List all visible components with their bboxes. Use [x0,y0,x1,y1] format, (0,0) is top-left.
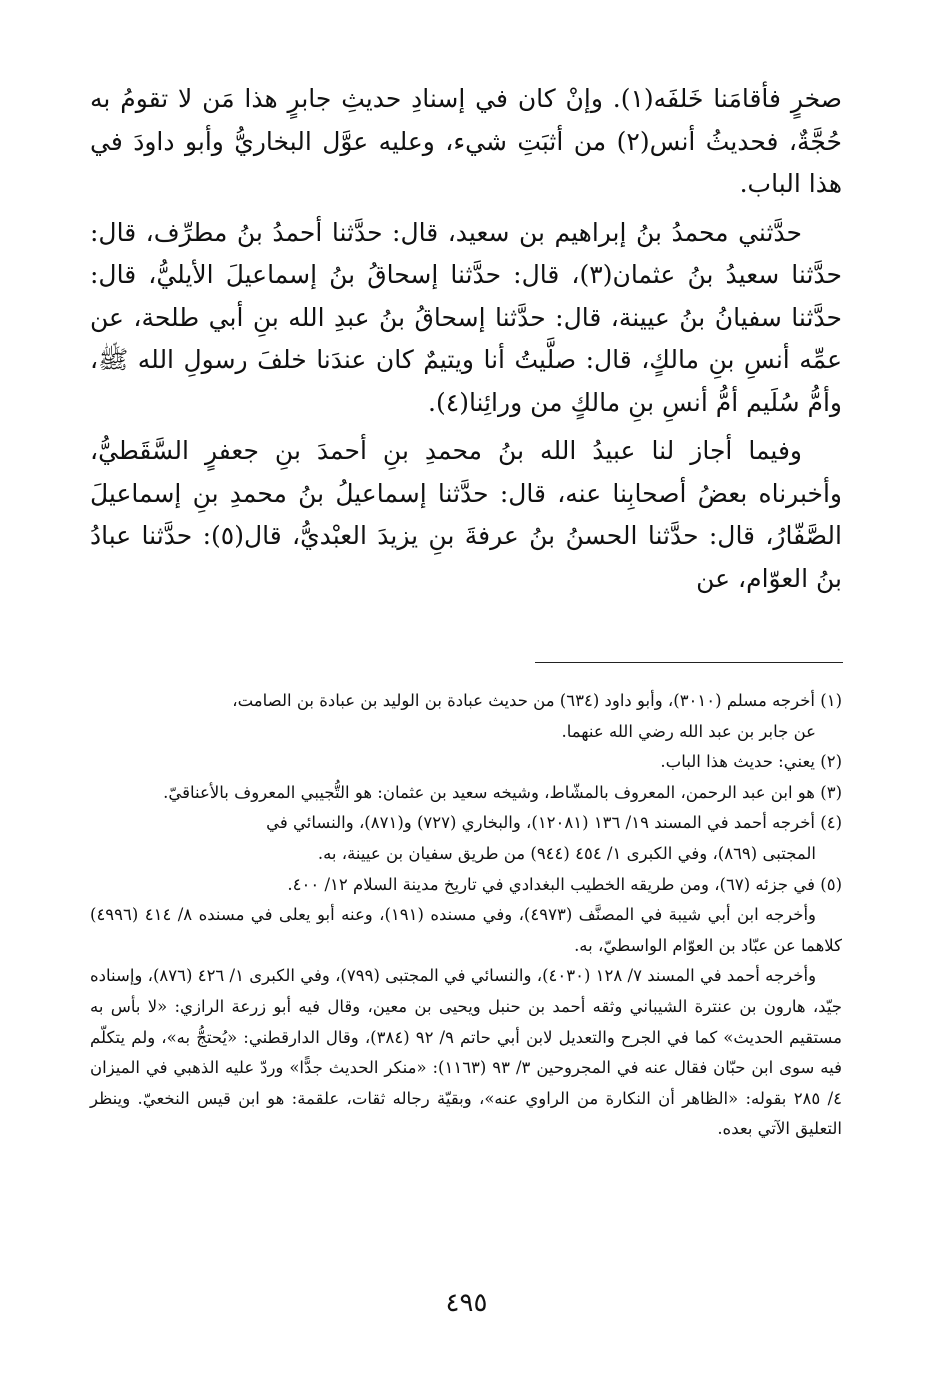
page-number: ٤٩٥ [445,1288,488,1318]
footnote-3: (٣) هو ابن عبد الرحمن، المعروف بالمشّاط، وشيخه سعيد بن عثمان: هو التُّجيبي المعروف بالأعناقيّ. [163,782,842,802]
footnote-5: (٥) في جزئه (٦٧)، ومن طريقه الخطيب البغدادي في تاريخ مدينة السلام ١٢/ ٤٠٠. [287,874,842,894]
footnote-4: (٤) أخرجه أحمد في المسند ١٩/ ١٣٦ (١٢٠٨١)، والبخاري (٧٢٧) و(٨٧١)، والنسائي في [266,813,842,833]
footnote-2: (٢) يعني: حديث هذا الباب. [660,752,842,772]
footnotes [90,686,842,1145]
paragraph-1: صخرٍ فأقامَنا خَلفَه(١). وإنْ كان في إسنادِ حديثِ جابرٍ هذا مَن لا تقومُ به حُجَّةٌ، فحديثُ أنس(٢) من أثبَتِ شيء، وعليه عوَّل البخاريُّ وأبو داودَ في هذا الباب. [90,84,843,198]
footnote-4-continued: المجتبى (٨٦٩)، وفي الكبرى ١/ ٤٥٤ (٩٤٤) من طريق سفيان بن عيينة، به. [317,843,816,863]
main-text [90,78,842,606]
paragraph-2: حدَّثني محمدُ بنُ إبراهيم بن سعيد، قال: حدَّثنا أحمدُ بنُ مطرِّف، قال: حدَّثنا سعيدُ بنُ عثمان(٣)، قال: حدَّثنا إسحاقُ بنُ إسماعيلَ الأيليُّ، قال: حدَّثنا سفيانُ بنُ عيينة، قال: حدَّثنا إسحاقُ بنُ عبدِ الله بنِ أبي طلحة، عن عمِّه أنسِ بنِ مالكٍ، قال: صلَّيتُ أنا ويتيمٌ كان عندَنا خلفَ رسولِ الله ﷺ، وأمُّ سُلَيم أمُّ أنسِ بنِ مالكٍ من ورائِنا(٤). [90,217,843,417]
footnote-1: (١) أخرجه مسلم (٣٠١٠)، وأبو داود (٦٣٤) من حديث عبادة بن الوليد بن عبادة بن الصامت، [232,691,842,710]
footnote-5-paragraph-2: وأخرجه ابن أبي شيبة في المصنَّف (٤٩٧٣)، وفي مسنده (١٩١)، وعنه أبو يعلى في مسنده ٨/ ٤١٤ (٤٩٩٦) كلاهما عن عبّاد بن العوّام الواسطيّ، به. [90,905,842,955]
footnote-divider [535,662,843,663]
paragraph-3: وفيما أجاز لنا عبيدُ الله بنُ محمدِ بنِ أحمدَ بنِ جعفرٍ السَّقَطيُّ، وأخبرناه بعضُ أصحابِنا عنه، قال: حدَّثنا إسماعيلُ بنُ محمدِ بنِ إسماعيلَ الصَّفّارُ، قال: حدَّثنا الحسنُ بنُ عرفةَ بنِ يزيدَ العبْديُّ، قال(٥): حدَّثنا عبادُ بنُ العوّام، عن [90,436,842,593]
footnote-5-paragraph-3: وأخرجه أحمد في المسند ٧/ ١٢٨ (٤٠٣٠)، والنسائي في المجتبى (٧٩٩)، وفي الكبرى ١/ ٤٢٦ (٨٧٦)، وإسناده جيّد، هارون بن عنترة الشيباني وثقه أحمد بن حنبل ويحيى بن معين، وقال فيه أبو زرعة الرازي: «لا بأس به مستقيم الحديث» كما في الجرح والتعديل لابن أبي حاتم ٩/ ٩٢ (٣٨٤)، وقال الدارقطني: «يُحتجُّ به»، ولم يتكلّم فيه سوى ابن حبّان فقال عنه في المجروحين ٣/ ٩٣ (١١٦٣): «منكر الحديث جدًّا» وردّ عليه الذهبي في الميزان ٤/ ٢٨٥ بقوله: «الظاهر أن النكارة من الراوي عنه»، وبقيّة رجاله ثقات، علقمة: هو ابن قيس النخعيّ. وينظر التعليق الآتي بعده. [90,966,842,1139]
footnote-1-continued: عن جابر بن عبد الله رضي الله عنهما. [561,721,816,741]
